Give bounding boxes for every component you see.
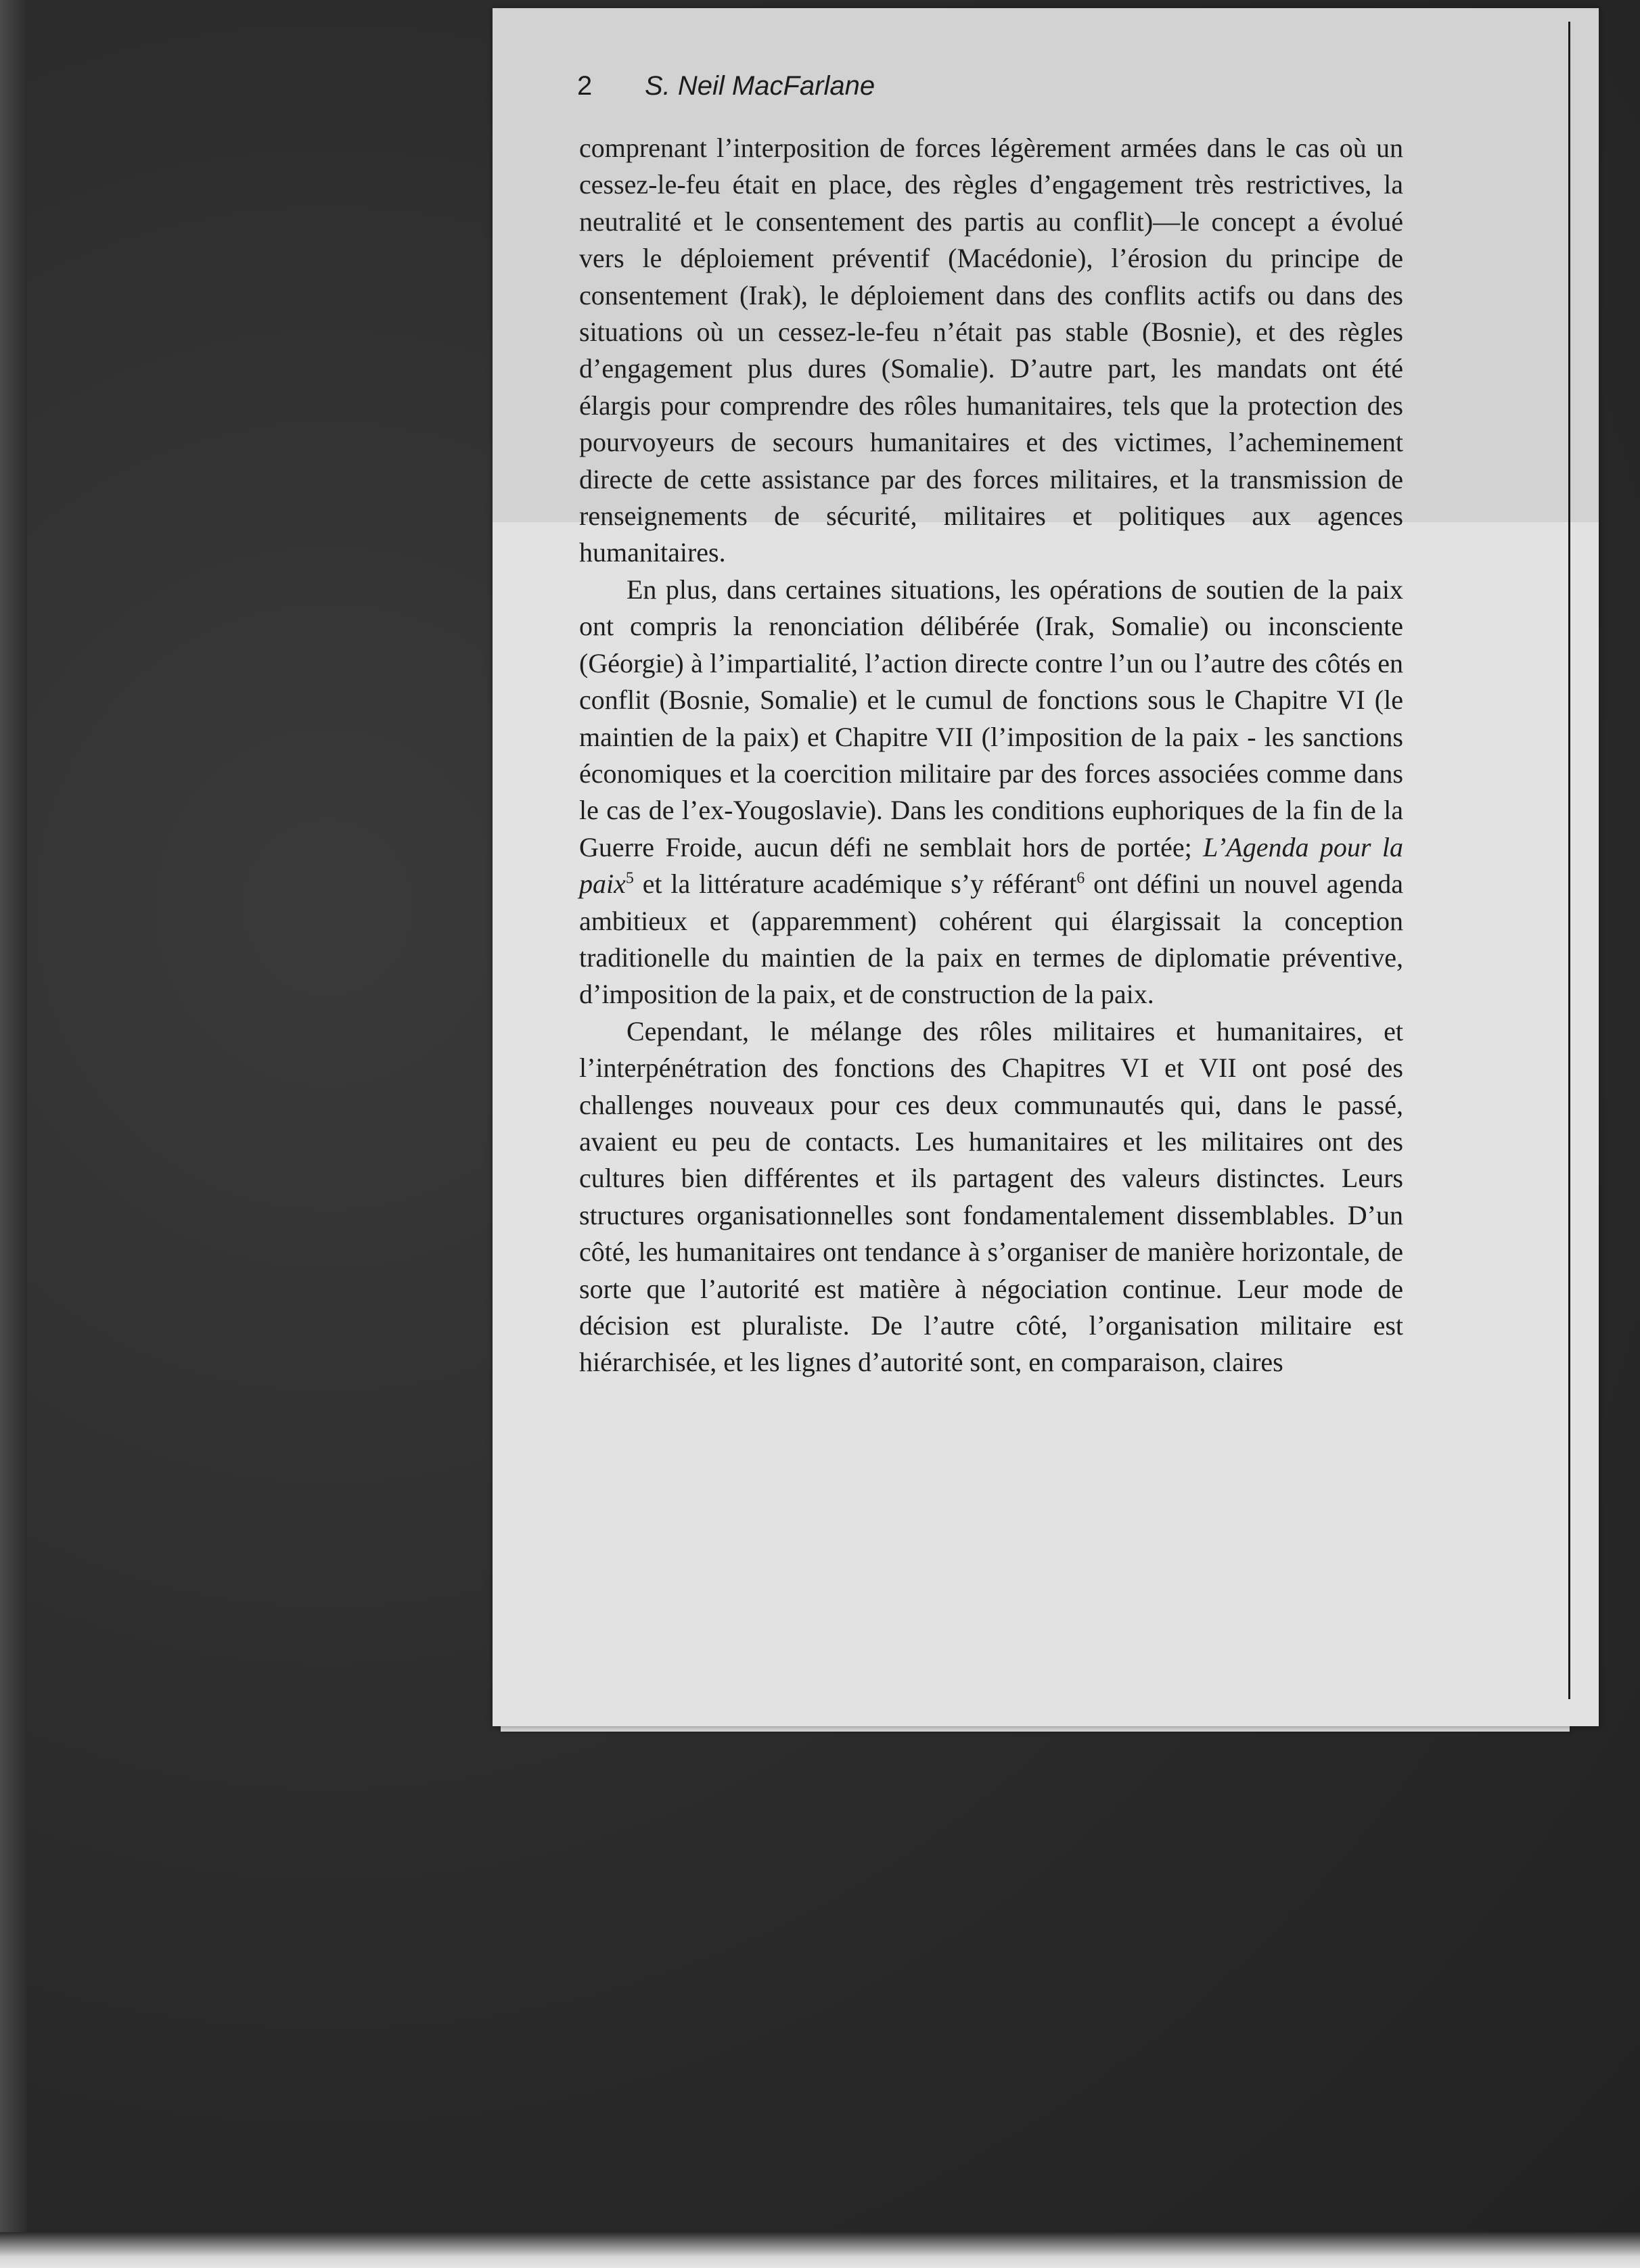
book-left-edge xyxy=(0,0,27,2268)
footnote-ref: 5 xyxy=(625,869,634,887)
page-number: 2 xyxy=(577,71,593,101)
paragraph: Cependant, le mélange des rôles militaires et humanitaires, et l’interpénétration des fonctions des Chapitres VI et VII ont posé des challenges nouveaux pour ces deux communautés qui, dans le passé, avaient eu peu de contacts. Les humanitaires et les militaires ont des cultures bien différentes et ils partagent des valeurs distinctes. Leurs structures organisationnelles sont fondamentalement dissemblables. D’un côté, les humanitaires ont tendance à s’organiser de manière horizontale, de sorte que l’autorité est matière à négociation continue. Leur mode de décision est pluraliste. De l’autre côté, l’organisation militaire est hiérarchisée, et les lignes d’autorité sont, en comparaison, claires xyxy=(579,1015,1403,1378)
body-text xyxy=(579,130,1403,1381)
document-page xyxy=(493,8,1599,1726)
running-head-author: S. Neil MacFarlane xyxy=(645,71,875,101)
paragraph-text: En plus, dans certaines situations, les opérations de soutien de la paix ont compris la renonciation délibérée (Irak, Somalie) ou inconsciente (Géorgie) à l’impartialité, l’action directe contre l’un ou l’autre des côtés en conflit (Bosnie, Somalie) et le cumul de fonctions sous le Chapitre VI (le maintien de la paix) et Chapitre VII (l’imposition de la paix - les sanctions économiques et la coercition militaire par des forces associées comme dans le cas de l’ex-Yougoslavie). Dans les conditions euphoriques de la fin de la Guerre Froide, aucun défi ne semblait hors de portée; xyxy=(579,574,1403,862)
paragraph: comprenant l’interposition de forces légèrement armées dans le cas où un cessez-le-feu était en place, des règles d’engagement très restrictives, la neutralité et le consentement des partis au conflit)—le concept a évolué vers le déploiement préventif (Macédonie), l’érosion du principe de consentement (Irak), le déploiement dans des conflits actifs ou dans des situations où un cessez-le-feu n’était pas stable (Bosnie), et des règles d’engagement plus dures (Somalie). D’autre part, les mandats ont été élargis pour comprendre des rôles humanitaires, tels que la protection des pourvoyeurs de secours humanitaires et des victimes, l’acheminement directe de cette assistance par des forces militaires, et la transmission de renseignements de sécurité, militaires et politiques aux agences humanitaires. xyxy=(579,133,1403,568)
book-bottom-edge xyxy=(0,2232,1640,2268)
paragraph xyxy=(579,572,1403,1013)
paragraph-text: et la littérature académique s’y référant xyxy=(633,869,1077,900)
cited-title: L’Agenda pour la paix xyxy=(579,831,1404,900)
footnote-ref: 6 xyxy=(1076,869,1085,887)
paragraph-text: ont défini un nouvel agenda ambitieux et (apparemment) cohérent qui élargissait la conception traditionelle du maintien de la paix en termes de diplomatie préventive, d’imposition de la paix, et de construction de la paix. xyxy=(579,869,1404,1010)
margin-rule xyxy=(1568,22,1570,1699)
